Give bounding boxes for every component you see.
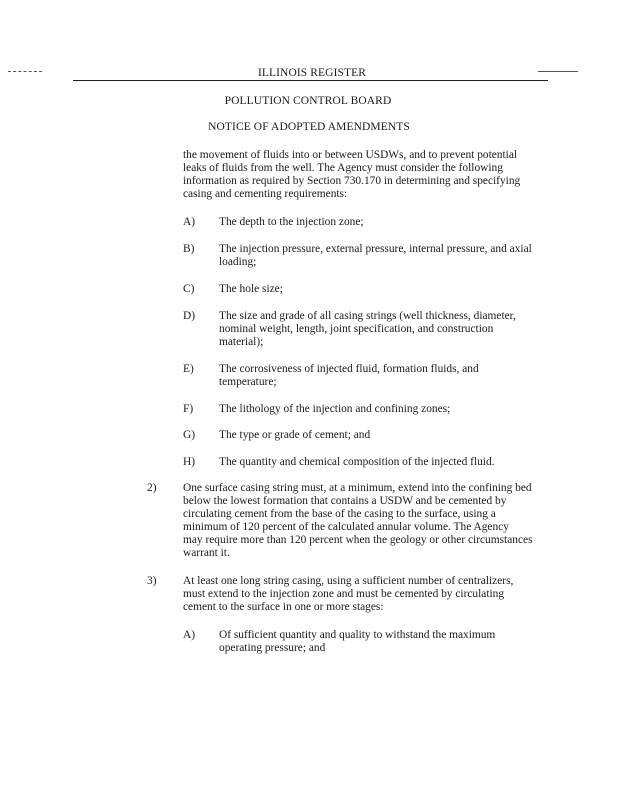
item-b-label: B) (183, 243, 195, 255)
notice-title: NOTICE OF ADOPTED AMENDMENTS (208, 121, 410, 133)
item-e-line-2: temperature; (219, 376, 277, 388)
header-rule (73, 80, 548, 81)
section-2-line-1: One surface casing string must, at a minimum, extend into the confining bed (183, 482, 532, 494)
section-2-line-2: below the lowest formation that contains a USDW and be cemented by (183, 495, 507, 507)
item-g-label: G) (183, 429, 196, 441)
item-a-label: A) (183, 216, 196, 228)
item-d-line-1: The size and grade of all casing strings (well thickness, diameter, (219, 310, 516, 322)
item-e-label: E) (183, 363, 194, 375)
section-3-item-a-line-1: Of sufficient quantity and quality to withstand the maximum (219, 629, 496, 641)
section-2-label: 2) (147, 482, 157, 494)
intro-line-2: leaks of fluids from the well. The Agency must consider the following (183, 162, 503, 174)
item-c-line-1: The hole size; (219, 283, 283, 295)
intro-line-3: information as required by Section 730.170 in determining and specifying (183, 175, 521, 187)
item-a-line-1: The depth to the injection zone; (219, 216, 364, 228)
item-d-line-3: material); (219, 336, 264, 348)
item-d-label: D) (183, 310, 196, 322)
item-b-line-1: The injection pressure, external pressure, internal pressure, and axial (219, 243, 532, 255)
section-2-line-3: circulating cement from the base of the casing to the surface, using a (183, 508, 496, 520)
item-h-line-1: The quantity and chemical composition of the injected fluid. (219, 456, 495, 468)
item-h-label: H) (183, 456, 196, 468)
agency-title: POLLUTION CONTROL BOARD (224, 95, 392, 107)
section-2-line-4: minimum of 120 percent of the calculated annular volume. The Agency (183, 521, 509, 533)
intro-line-1: the movement of fluids into or between USDWs, and to prevent potential (183, 149, 518, 161)
section-3-item-a-label: A) (183, 629, 196, 641)
section-3-label: 3) (147, 575, 157, 587)
item-c-label: C) (183, 283, 195, 295)
item-f-line-1: The lithology of the injection and confining zones; (219, 403, 451, 415)
section-2-line-6: warrant it. (183, 547, 230, 559)
section-3-line-2: must extend to the injection zone and must be cemented by circulating (183, 588, 505, 600)
item-b-line-2: loading; (219, 256, 257, 268)
item-g-line-1: The type or grade of cement; and (219, 429, 371, 441)
section-2-line-5: may require more than 120 percent when the geology or other circumstances (183, 534, 533, 546)
intro-line-4: casing and cementing requirements: (183, 188, 348, 200)
section-3-line-3: cement to the surface in one or more stages: (183, 601, 384, 613)
item-d-line-2: nominal weight, length, joint specification, and construction (219, 323, 494, 335)
register-title: ILLINOIS REGISTER (257, 67, 367, 79)
item-f-label: F) (183, 403, 194, 415)
item-e-line-1: The corrosiveness of injected fluid, formation fluids, and (219, 363, 479, 375)
section-3-line-1: At least one long string casing, using a sufficient number of centralizers, (183, 575, 514, 587)
section-3-item-a-line-2: operating pressure; and (219, 642, 326, 654)
